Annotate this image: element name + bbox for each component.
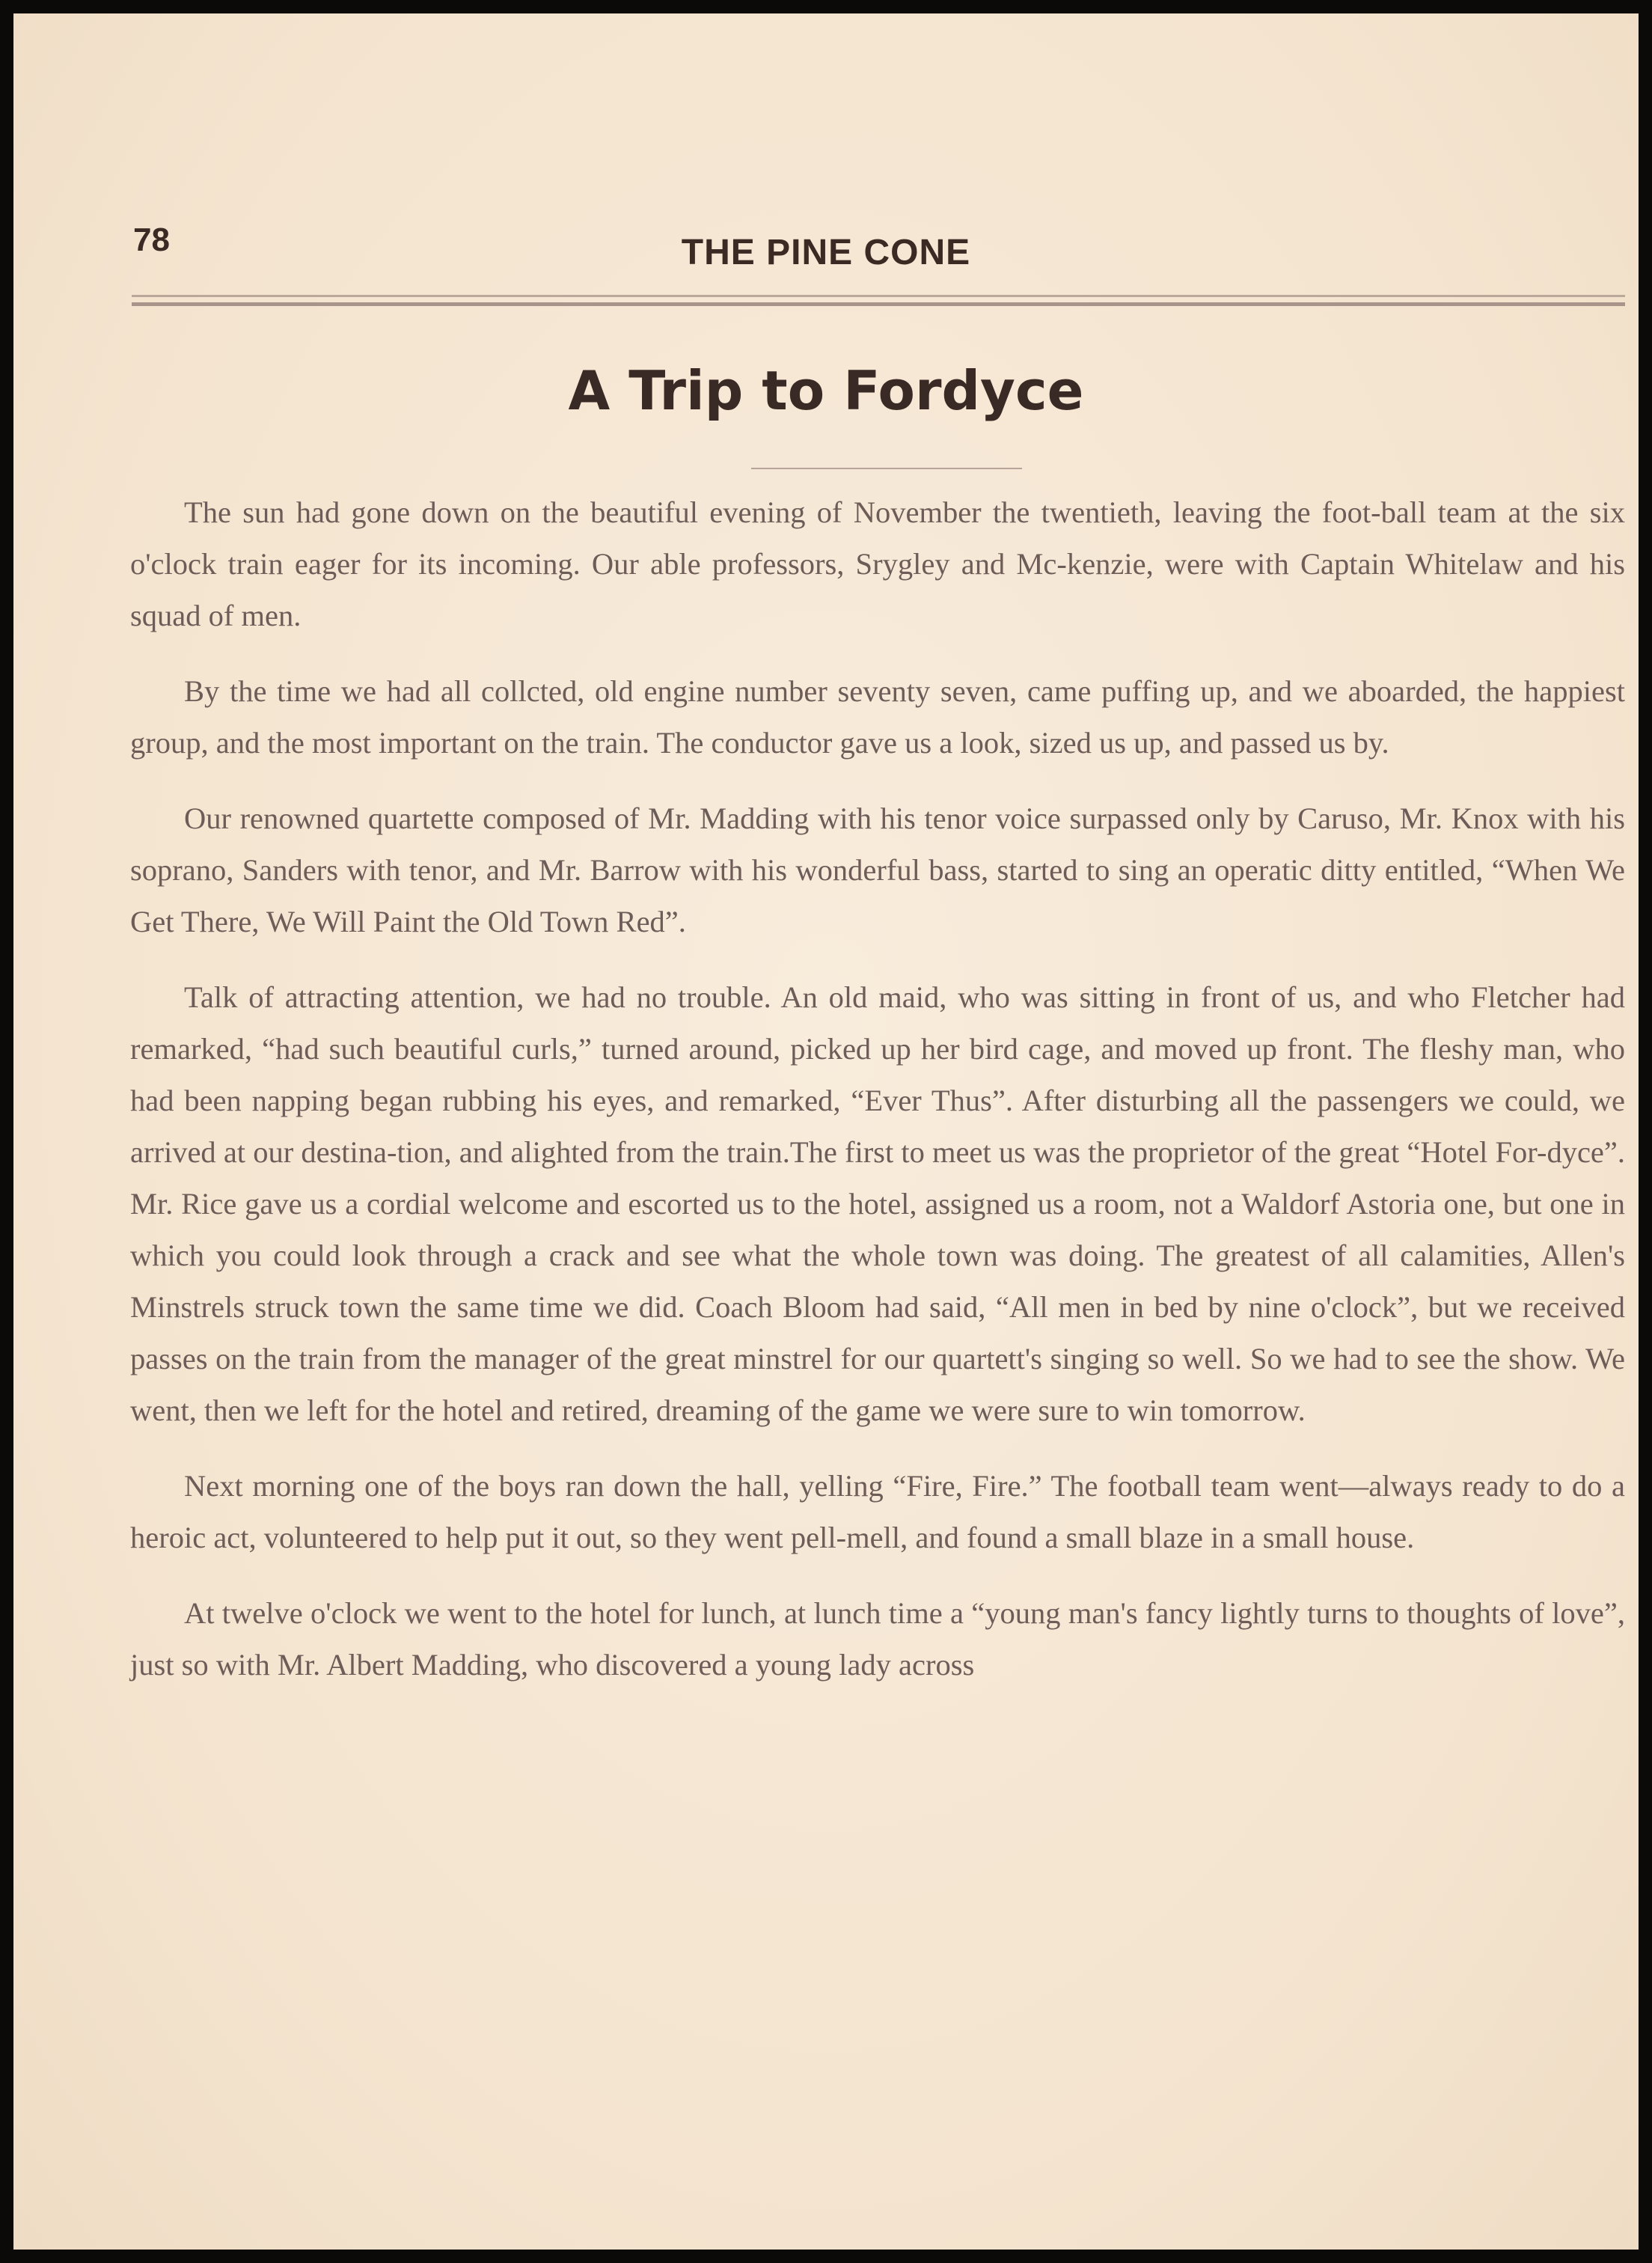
title-divider	[751, 468, 1022, 469]
page-number: 78	[133, 222, 170, 258]
article-body	[130, 486, 1625, 1714]
header-rule	[132, 295, 1625, 297]
paragraph: Our renowned quartette composed of Mr. Madding with his tenor voice surpassed only by Caruso, Mr. Knox with his soprano, Sanders with tenor, and Mr. Barrow with his wonderful bass, started to sing an operatic ditty entitled, “When We Get There, We Will Paint the Old Town Red”.	[130, 801, 1625, 938]
running-head: THE PINE CONE	[681, 233, 971, 272]
paragraph: By the time we had all collcted, old engine number seventy seven, came puffing up, and we aboarded, the happiest group, and the most important on the train. The conductor gave us a look, sized us up, and passed us by.	[130, 674, 1625, 760]
article-title: A Trip to Fordyce	[568, 359, 1084, 422]
header-rule-double	[132, 302, 1625, 306]
paragraph: Talk of attracting attention, we had no trouble. An old maid, who was sitting in front of us, and who Fletcher had remarked, “had such beautiful curls,” turned around, picked up her bird cage, and moved up front. The fleshy man, who had been napping began rubbing his eyes, and remarked, “Ever Thus”. After disturbing all the passengers we could, we arrived at our destina-tion, and alighted from the train.The first to meet us was the proprietor of the great “Hotel For-dyce”. Mr. Rice gave us a cordial welcome and escorted us to the hotel, assigned us a room, not a Waldorf Astoria one, but one in which you could look through a crack and see what the whole town was doing. The greatest of all calamities, Allen's Minstrels struck town the same time we did. Coach Bloom had said, “All men in bed by nine o'clock”, but we received passes on the train from the manager of the great minstrel for our quartett's singing so well. So we had to see the show. We went, then we left for the hotel and retired, dreaming of the game we were sure to win tomorrow.	[130, 980, 1625, 1427]
paragraph: The sun had gone down on the beautiful evening of November the twentieth, leaving the foot-ball team at the six o'clock train eager for its incoming. Our able professors, Srygley and Mc-kenzie, were with Captain Whitelaw and his squad of men.	[130, 495, 1625, 632]
paragraph: Next morning one of the boys ran down the hall, yelling “Fire, Fire.” The football team went—always ready to do a heroic act, volunteered to help put it out, so they went pell-mell, and found a small blaze in a small house.	[130, 1469, 1625, 1554]
page	[13, 13, 1639, 2250]
paragraph: At twelve o'clock we went to the hotel for lunch, at lunch time a “young man's fancy lightly turns to thoughts of love”, just so with Mr. Albert Madding, who discovered a young lady across	[130, 1596, 1625, 1682]
